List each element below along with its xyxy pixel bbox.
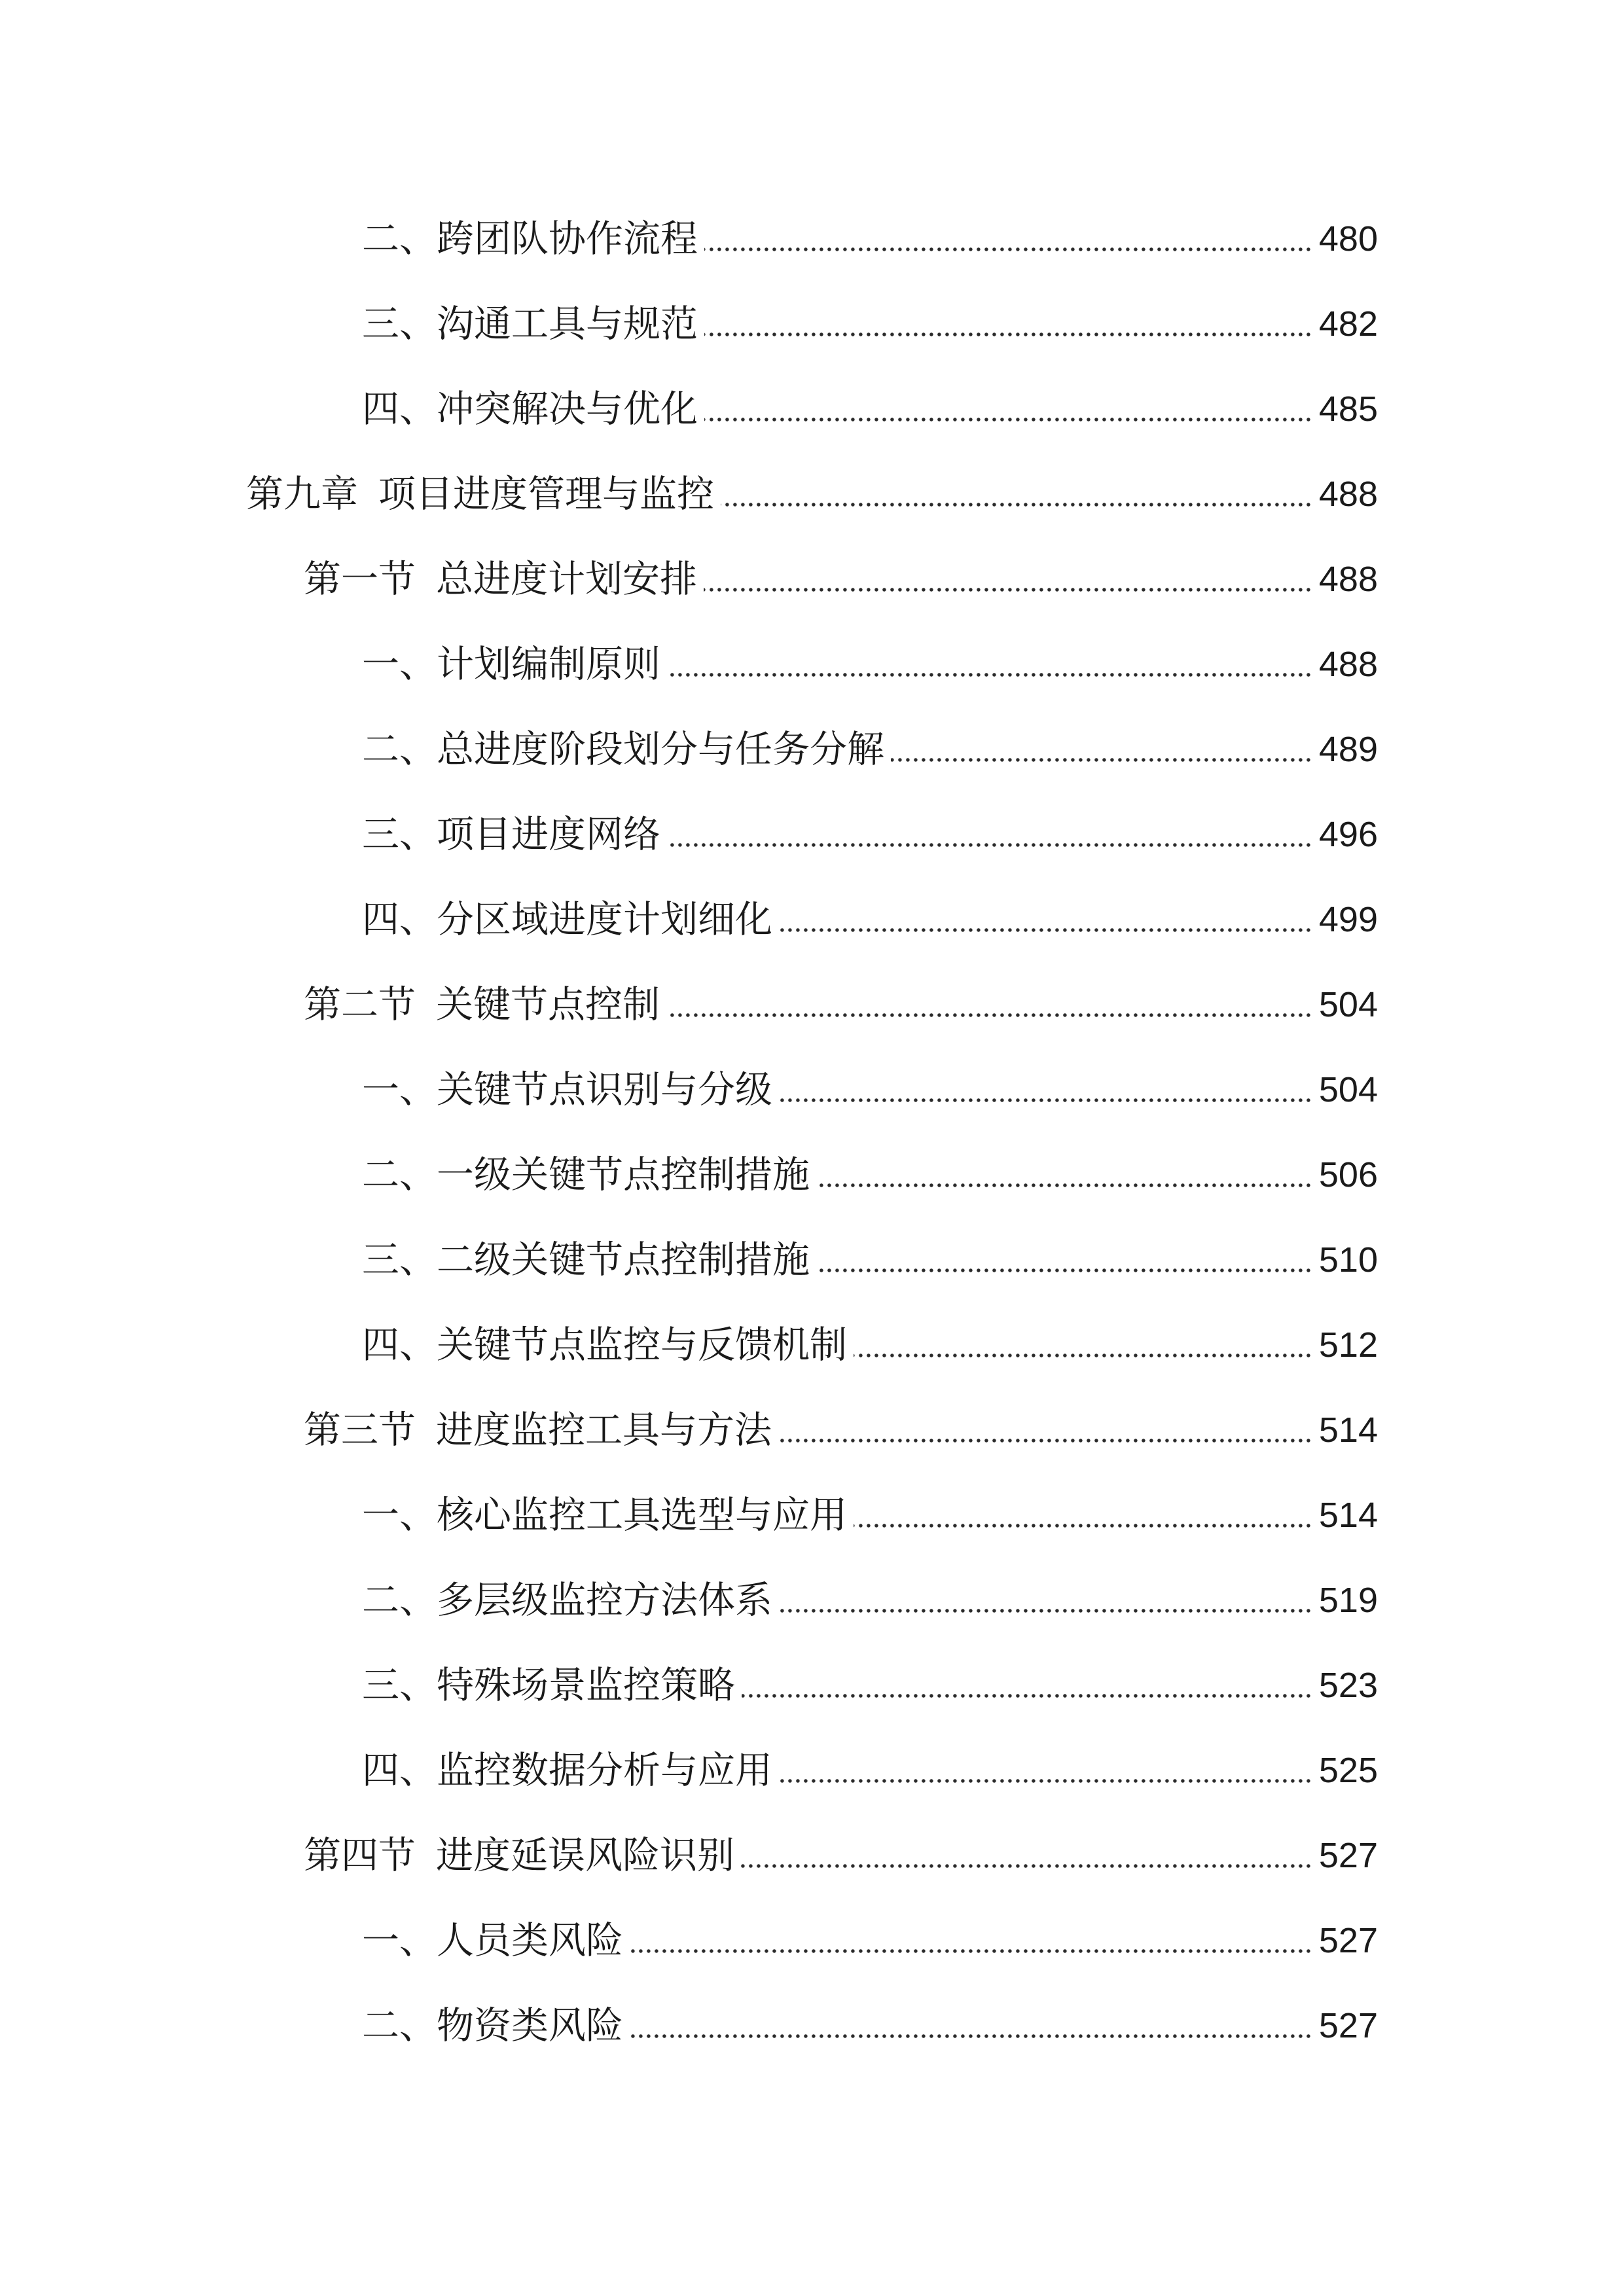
dot-leader (779, 1777, 1312, 1785)
section-number: 第三节 (304, 1408, 416, 1452)
dot-leader (666, 1011, 1312, 1019)
toc-section-entry (246, 1388, 1378, 1473)
toc-entry (246, 1558, 1378, 1643)
toc-entry-page: 488 (1318, 645, 1378, 684)
toc-entry-title (304, 1408, 772, 1452)
dot-leader (704, 586, 1312, 594)
dot-leader (779, 926, 1312, 934)
toc-entry-page: 499 (1318, 900, 1378, 939)
dot-leader (778, 1437, 1312, 1444)
section-title: 总进度计划安排 (436, 557, 697, 601)
toc-entry-page: 504 (1318, 1070, 1378, 1109)
toc-entry-page: 489 (1318, 730, 1378, 769)
toc-entry-title: 二、多层级监控方法体系 (362, 1578, 772, 1622)
toc-entry-title: 二、物资类风险 (362, 2003, 623, 2047)
toc-entry-page: 514 (1318, 1496, 1378, 1535)
toc-entry-page: 510 (1318, 1240, 1378, 1280)
toc-entry-title: 四、冲突解决与优化 (362, 387, 698, 431)
toc-entry-page: 488 (1318, 560, 1378, 599)
table-of-contents (246, 196, 1378, 2068)
dot-leader (854, 1352, 1312, 1359)
toc-entry-page: 488 (1318, 475, 1378, 514)
toc-entry-page: 525 (1318, 1751, 1378, 1790)
toc-entry-title: 二、一级关键节点控制措施 (362, 1153, 810, 1196)
toc-entry-title (304, 1833, 734, 1877)
dot-leader (704, 416, 1312, 423)
section-title: 进度延误风险识别 (436, 1833, 734, 1877)
toc-entry-page: 519 (1318, 1581, 1378, 1620)
section-number: 第一节 (304, 557, 416, 601)
chapter-title: 项目进度管理与监控 (378, 472, 714, 516)
dot-leader (779, 1607, 1312, 1615)
toc-entry-title: 一、计划编制原则 (362, 642, 660, 686)
dot-leader (704, 245, 1312, 253)
toc-entry-title: 四、关键节点监控与反馈机制 (362, 1323, 847, 1367)
toc-entry-page: 482 (1318, 304, 1378, 344)
section-number: 第四节 (304, 1833, 416, 1877)
toc-entry-page: 523 (1318, 1666, 1378, 1705)
toc-entry (246, 1132, 1378, 1217)
dot-leader (742, 1692, 1312, 1700)
toc-entry-title: 三、项目进度网络 (362, 812, 660, 856)
toc-entry-page: 527 (1318, 1921, 1378, 1960)
toc-section-entry (246, 962, 1378, 1047)
toc-section-entry (246, 537, 1378, 622)
toc-entry (246, 196, 1378, 281)
toc-entry-page: 480 (1318, 219, 1378, 259)
toc-entry (246, 367, 1378, 452)
toc-entry-title: 四、分区域进度计划细化 (362, 897, 772, 941)
toc-entry-page: 527 (1318, 2006, 1378, 2045)
toc-entry (246, 1473, 1378, 1558)
dot-leader (630, 2032, 1312, 2040)
toc-entry-page: 527 (1318, 1836, 1378, 1875)
dot-leader (741, 1862, 1312, 1870)
dot-leader (630, 1947, 1312, 1955)
toc-entry-title (304, 557, 697, 601)
dot-leader (667, 841, 1312, 849)
dot-leader (816, 1266, 1312, 1274)
dot-leader (891, 756, 1312, 764)
toc-entry (246, 1983, 1378, 2068)
toc-entry-title: 二、总进度阶段划分与任务分解 (362, 727, 884, 771)
toc-chapter-entry (246, 452, 1378, 537)
toc-entry-title: 一、人员类风险 (362, 1918, 623, 1962)
toc-section-entry (246, 1813, 1378, 1898)
dot-leader (779, 1096, 1312, 1104)
toc-entry (246, 1728, 1378, 1813)
chapter-number: 第九章 (246, 472, 358, 516)
dot-leader (854, 1522, 1312, 1530)
dot-leader (721, 501, 1312, 509)
section-title: 进度监控工具与方法 (436, 1408, 772, 1452)
toc-entry-page: 496 (1318, 815, 1378, 854)
toc-entry (246, 622, 1378, 707)
toc-entry (246, 1217, 1378, 1302)
toc-entry-title: 一、关键节点识别与分级 (362, 1067, 772, 1111)
toc-entry-page: 514 (1318, 1410, 1378, 1450)
dot-leader (816, 1181, 1312, 1189)
dot-leader (667, 671, 1312, 679)
toc-entry-page: 506 (1318, 1155, 1378, 1194)
toc-entry (246, 1302, 1378, 1388)
toc-entry-title (304, 982, 660, 1026)
toc-entry-title: 三、二级关键节点控制措施 (362, 1238, 810, 1282)
dot-leader (704, 331, 1312, 338)
section-number: 第二节 (304, 982, 416, 1026)
toc-entry-title: 四、监控数据分析与应用 (362, 1748, 772, 1792)
toc-entry-title: 一、核心监控工具选型与应用 (362, 1493, 847, 1537)
section-title: 关键节点控制 (436, 982, 660, 1026)
toc-entry (246, 281, 1378, 367)
toc-entry-title: 二、跨团队协作流程 (362, 217, 698, 260)
toc-entry-page: 512 (1318, 1325, 1378, 1365)
toc-entry-title: 三、沟通工具与规范 (362, 302, 698, 346)
toc-entry (246, 1047, 1378, 1132)
toc-entry (246, 707, 1378, 792)
toc-entry (246, 1898, 1378, 1983)
toc-entry-page: 485 (1318, 389, 1378, 429)
toc-entry (246, 877, 1378, 962)
toc-entry (246, 1643, 1378, 1728)
toc-entry-page: 504 (1318, 985, 1378, 1024)
toc-entry-title (246, 472, 714, 516)
toc-entry-title: 三、特殊场景监控策略 (362, 1663, 735, 1707)
toc-entry (246, 792, 1378, 877)
